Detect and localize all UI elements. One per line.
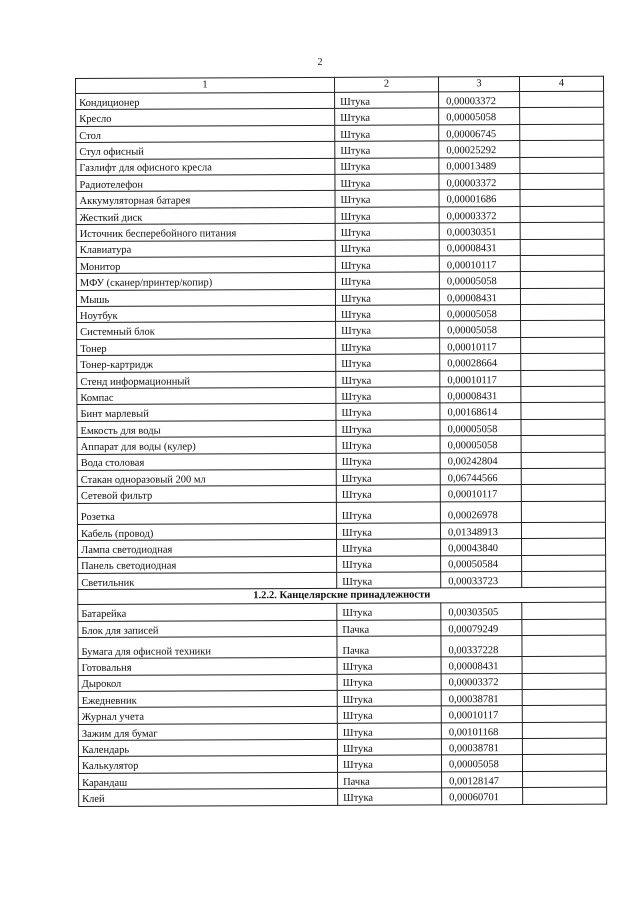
col4-cell (522, 673, 606, 690)
item-name-cell: Кресло (76, 109, 335, 127)
col4-cell (520, 239, 604, 256)
norm-value-cell: 0,00005058 (440, 436, 521, 453)
norm-value-cell: 0,00003372 (439, 174, 520, 191)
item-name-cell: Дырокол (78, 674, 337, 692)
header-col-1: 1 (76, 77, 335, 93)
norm-value-cell: 0,00008431 (440, 387, 521, 404)
unit-cell: Штука (335, 256, 439, 273)
col4-cell (520, 304, 604, 321)
col4-cell (520, 124, 604, 141)
col4-cell (522, 689, 606, 706)
norm-value-cell: 0,00008431 (439, 239, 520, 256)
col4-cell (521, 419, 605, 436)
norm-value-cell: 0,00003372 (439, 206, 520, 223)
unit-cell: Штука (335, 207, 439, 224)
item-name-cell: Блок для записей (78, 620, 337, 638)
norm-value-cell: 0,00010117 (439, 255, 520, 272)
norm-value-cell: 0,00026978 (440, 501, 521, 522)
norm-value-cell: 0,00005058 (439, 272, 520, 289)
col4-cell (520, 173, 604, 190)
norm-value-cell: 0,00003372 (441, 673, 522, 690)
unit-cell: Штука (336, 371, 440, 388)
unit-cell: Штука (335, 190, 439, 207)
item-name-cell: Радиотелефон (76, 174, 335, 192)
item-name-cell: Панель светодиодная (78, 556, 337, 574)
norm-value-cell: 0,00010117 (440, 485, 521, 502)
unit-cell: Штука (335, 223, 439, 240)
norm-value-cell: 0,00033723 (441, 571, 522, 588)
norm-value-cell: 0,00001686 (439, 190, 520, 207)
unit-cell: Штука (337, 723, 441, 740)
norm-value-cell: 0,00337228 (441, 636, 522, 657)
unit-cell: Штука (336, 338, 440, 355)
unit-cell: Пачка (338, 772, 442, 789)
unit-cell: Штука (337, 539, 441, 556)
norm-value-cell: 0,00010117 (441, 706, 522, 723)
unit-cell: Штука (335, 272, 439, 289)
norm-value-cell: 0,00060701 (442, 788, 523, 805)
norm-value-cell: 0,00006745 (439, 124, 520, 141)
col4-cell (522, 656, 606, 673)
table-row (78, 635, 606, 658)
col4-cell (520, 271, 604, 288)
col4-cell (520, 157, 604, 174)
norm-value-cell: 0,00005058 (440, 321, 521, 338)
unit-cell: Пачка (337, 620, 441, 637)
unit-cell: Штука (336, 502, 440, 523)
col4-cell (522, 538, 606, 555)
unit-cell: Штука (338, 788, 442, 805)
unit-cell: Штука (335, 239, 439, 256)
item-name-cell: МФУ (сканер/принтер/копир) (76, 273, 335, 291)
unit-cell: Штука (335, 141, 439, 158)
norm-value-cell: 0,00030351 (439, 223, 520, 240)
col4-cell (520, 255, 604, 272)
item-name-cell: Батарейка (78, 604, 337, 622)
item-name-cell: Лампа светодиодная (78, 540, 337, 558)
norm-value-cell: 0,00005058 (441, 755, 522, 772)
item-name-cell: Стенд информационный (77, 371, 336, 389)
item-name-cell: Системный блок (77, 322, 336, 340)
item-name-cell: Клавиатура (76, 240, 335, 258)
header-col-2: 2 (334, 77, 438, 92)
norm-value-cell: 0,00008431 (441, 657, 522, 674)
unit-cell: Штука (336, 387, 440, 404)
col4-cell (523, 787, 607, 804)
norm-value-cell: 0,00050584 (441, 555, 522, 572)
col4-cell (520, 288, 604, 305)
unit-cell: Штука (336, 354, 440, 371)
item-name-cell: Зажим для бумаг (78, 723, 337, 741)
col4-cell (521, 485, 605, 502)
unit-cell: Штука (335, 174, 439, 191)
norm-value-cell: 0,00010117 (440, 370, 521, 387)
unit-cell: Штука (336, 420, 440, 437)
col4-cell (520, 140, 604, 157)
col4-cell (522, 603, 606, 620)
col4-cell (520, 108, 604, 125)
item-name-cell: Жесткий диск (76, 207, 335, 225)
col4-cell (522, 555, 606, 572)
item-name-cell: Компас (77, 387, 336, 405)
norm-value-cell: 0,00101168 (441, 722, 522, 739)
unit-cell: Штука (337, 739, 441, 756)
item-name-cell: Светильник (78, 572, 337, 590)
unit-cell: Штука (337, 755, 441, 772)
item-name-cell: Розетка (77, 502, 336, 524)
norm-value-cell: 0,00010117 (440, 337, 521, 354)
unit-cell: Пачка (337, 636, 441, 657)
item-name-cell: Кондиционер (76, 92, 335, 110)
col4-cell (522, 619, 606, 636)
item-name-cell: Источник бесперебойного питания (76, 223, 335, 241)
item-name-cell: Вода столовая (77, 453, 336, 471)
unit-cell: Штука (335, 289, 439, 306)
table-body-equipment (76, 91, 606, 590)
col4-cell (521, 452, 605, 469)
unit-cell: Штука (336, 453, 440, 470)
unit-cell: Штука (336, 469, 440, 486)
item-name-cell: Календарь (78, 739, 337, 757)
item-name-cell: Аккумуляторная батарея (76, 191, 335, 209)
norm-value-cell: 0,00013489 (439, 157, 520, 174)
col4-cell (522, 738, 606, 755)
norm-value-cell: 0,00008431 (439, 288, 520, 305)
norm-value-cell: 0,00128147 (442, 771, 523, 788)
item-name-cell: Тонер-картридж (77, 355, 336, 373)
item-name-cell: Стол (76, 125, 335, 143)
unit-cell: Штука (337, 572, 441, 589)
norm-value-cell: 0,00005058 (439, 305, 520, 322)
page-number: 2 (317, 57, 323, 68)
table-row (79, 787, 607, 806)
item-name-cell: Карандаш (79, 772, 338, 790)
col4-cell (521, 435, 605, 452)
norm-value-cell: 0,00303505 (441, 603, 522, 620)
unit-cell: Штука (337, 690, 441, 707)
item-name-cell: Газлифт для офисного кресла (76, 158, 335, 176)
item-name-cell: Ежедневник (78, 690, 337, 708)
col4-cell (522, 722, 606, 739)
item-name-cell: Бинт марлевый (77, 404, 336, 422)
norm-value-cell: 0,00028664 (440, 354, 521, 371)
unit-cell: Штука (335, 108, 439, 125)
unit-cell: Штука (335, 125, 439, 142)
unit-cell: Штука (337, 603, 441, 620)
unit-cell: Штука (337, 657, 441, 674)
col4-cell (520, 91, 604, 108)
item-name-cell: Ноутбук (76, 305, 335, 323)
item-name-cell: Бумага для офисной техники (78, 636, 337, 658)
col4-cell (523, 771, 607, 788)
unit-cell: Штука (335, 92, 439, 109)
col4-cell (521, 501, 605, 522)
unit-cell: Штука (337, 673, 441, 690)
item-name-cell: Готовальня (78, 657, 337, 675)
norm-value-cell: 0,00168614 (440, 403, 521, 420)
col4-cell (521, 370, 605, 387)
norm-value-cell: 0,00043840 (441, 539, 522, 556)
unit-cell: Штука (336, 321, 440, 338)
item-name-cell: Тонер (77, 338, 336, 356)
col4-cell (520, 206, 604, 223)
unit-cell: Штука (336, 485, 440, 502)
col4-cell (522, 705, 606, 722)
col4-cell (521, 353, 605, 370)
unit-cell: Штука (335, 157, 439, 174)
unit-cell: Штука (335, 305, 439, 322)
col4-cell (521, 321, 605, 338)
unit-cell: Штука (336, 436, 440, 453)
norm-value-cell: 0,00079249 (441, 619, 522, 636)
norm-value-cell: 0,00038781 (441, 739, 522, 756)
item-name-cell: Емкость для воды (77, 420, 336, 438)
col4-cell (522, 755, 606, 772)
col4-cell (521, 386, 605, 403)
item-name-cell: Калькулятор (78, 756, 337, 774)
norm-value-cell: 0,06744566 (440, 469, 521, 486)
table-body-stationery (78, 603, 607, 807)
norm-value-cell: 0,00003372 (439, 92, 520, 109)
norm-value-cell: 0,00005058 (440, 419, 521, 436)
unit-cell: Штука (337, 706, 441, 723)
norm-value-cell: 0,00005058 (439, 108, 520, 125)
col4-cell (521, 468, 605, 485)
unit-cell: Штука (336, 523, 440, 540)
norm-value-cell: 0,00242804 (440, 452, 521, 469)
section-title: 1.2.2. Канцелярские принадлежности (78, 588, 606, 605)
item-name-cell: Кабель (провод) (77, 523, 336, 541)
norm-value-cell: 0,01348913 (440, 522, 521, 539)
item-name-cell: Монитор (76, 256, 335, 274)
item-name-cell: Клей (79, 789, 338, 807)
col4-cell (522, 635, 606, 656)
table-row (77, 501, 605, 524)
col4-cell (521, 522, 605, 539)
header-col-4: 4 (519, 76, 603, 91)
col4-cell (521, 403, 605, 420)
norm-value-cell: 0,00038781 (441, 689, 522, 706)
unit-cell: Штука (337, 555, 441, 572)
norms-table (75, 76, 607, 807)
col4-cell (522, 571, 606, 588)
item-name-cell: Сетевой фильтр (77, 486, 336, 504)
norm-value-cell: 0,00025292 (439, 141, 520, 158)
header-col-3: 3 (438, 77, 519, 92)
item-name-cell: Аппарат для воды (кулер) (77, 437, 336, 455)
unit-cell: Штука (336, 403, 440, 420)
item-name-cell: Стул офисный (76, 142, 335, 160)
item-name-cell: Стакан одноразовый 200 мл (77, 469, 336, 487)
item-name-cell: Журнал учета (78, 707, 337, 725)
col4-cell (521, 337, 605, 354)
col4-cell (520, 222, 604, 239)
col4-cell (520, 190, 604, 207)
item-name-cell: Мышь (76, 289, 335, 307)
